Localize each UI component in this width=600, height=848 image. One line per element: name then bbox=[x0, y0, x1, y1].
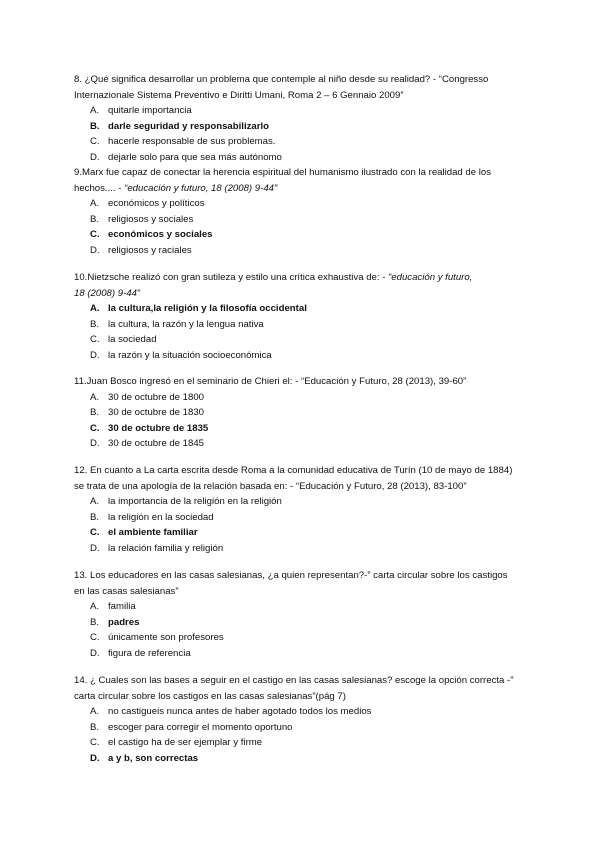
options-list bbox=[74, 196, 534, 258]
options-list bbox=[74, 494, 534, 556]
option-c bbox=[74, 735, 534, 751]
option-letter: D. bbox=[90, 151, 100, 163]
option-a bbox=[74, 599, 534, 615]
question-stem bbox=[74, 374, 534, 390]
option-b bbox=[74, 720, 534, 736]
stem-citation: “educación y futuro, bbox=[388, 272, 473, 283]
stem-line: 9.Marx fue capaz de conectar la herencia espiritual del humanismo ilustrado con la realidad de los bbox=[74, 167, 492, 178]
option-c bbox=[74, 332, 534, 348]
stem-line: 11.Juan Bosco ingresó en el seminario de Chieri el: - “Educación y Futuro, 28 (2013), 39-60” bbox=[74, 376, 467, 387]
option-d bbox=[74, 646, 534, 662]
option-a bbox=[74, 390, 534, 406]
option-b bbox=[74, 510, 534, 526]
stem-line: carta circular sobre los castigos en las casas salesianas”(pág 7) bbox=[74, 690, 346, 702]
option-letter: A. bbox=[90, 706, 100, 718]
option-text: la cultura,la religión y la filosofía occidental bbox=[108, 303, 307, 315]
option-d bbox=[74, 751, 534, 767]
question-11 bbox=[74, 374, 534, 452]
option-text: a y b, son correctas bbox=[108, 752, 199, 764]
option-text: la religión en la sociedad bbox=[108, 511, 214, 523]
option-letter: C. bbox=[90, 737, 100, 749]
stem-citation: “educación y futuro, 18 (2008) 9-44” bbox=[124, 182, 278, 194]
option-b bbox=[74, 212, 534, 228]
option-letter: A. bbox=[90, 391, 100, 403]
option-d bbox=[74, 243, 534, 259]
option-b bbox=[74, 405, 534, 421]
stem-citation: 18 (2008) 9-44” bbox=[74, 287, 141, 299]
options-list bbox=[74, 301, 534, 363]
stem-line: 8. ¿Qué significa desarrollar un problema que contemple al niño desde su realidad? - “Congresso bbox=[74, 74, 489, 85]
option-letter: B. bbox=[90, 213, 100, 225]
option-text: 30 de octubre de 1800 bbox=[108, 391, 205, 403]
stem-line: 13. Los educadores en las casas salesianas, ¿a quien representan?-” carta circular sobre los castigos bbox=[74, 570, 508, 581]
option-text: no castigueis nunca antes de haber agotado todos los medios bbox=[108, 706, 372, 718]
question-9 bbox=[74, 165, 534, 259]
question-8 bbox=[74, 72, 534, 166]
option-a bbox=[74, 103, 534, 119]
option-text: familia bbox=[108, 601, 136, 613]
option-text: el castigo ha de ser ejemplar y firme bbox=[108, 737, 263, 749]
option-letter: B. bbox=[90, 318, 100, 330]
option-text: padres bbox=[108, 616, 140, 628]
option-c bbox=[74, 227, 534, 243]
option-letter: A. bbox=[90, 496, 100, 508]
stem-line: 10.Nietzsche realizó con gran sutileza y estilo una crítica exhaustiva de: - bbox=[74, 272, 389, 283]
option-letter: C. bbox=[90, 136, 100, 148]
option-text: la importancia de la religión en la religión bbox=[108, 496, 282, 508]
stem-line: Internazionale Sistema Preventivo e Diritti Umani, Roma 2 – 6 Gennaio 2009” bbox=[74, 89, 404, 101]
option-letter: D. bbox=[90, 244, 100, 256]
option-b bbox=[74, 119, 534, 135]
option-d bbox=[74, 436, 534, 452]
option-d bbox=[74, 150, 534, 166]
option-letter: C. bbox=[90, 229, 100, 241]
question-14 bbox=[74, 673, 534, 767]
options-list bbox=[74, 704, 534, 766]
options-list bbox=[74, 599, 534, 661]
stem-line: 12. En cuanto a La carta escrita desde Roma a la comunidad educativa de Turín (10 de mayo de 1884) bbox=[74, 465, 513, 476]
option-letter: A. bbox=[90, 198, 100, 210]
option-text: 30 de octubre de 1830 bbox=[108, 407, 205, 419]
option-letter: D. bbox=[90, 438, 100, 450]
option-d bbox=[74, 541, 534, 557]
question-stem bbox=[74, 463, 534, 494]
option-c bbox=[74, 421, 534, 437]
option-a bbox=[74, 704, 534, 720]
option-letter: A. bbox=[90, 303, 100, 315]
question-stem bbox=[74, 165, 534, 196]
options-list bbox=[74, 390, 534, 452]
option-b bbox=[74, 317, 534, 333]
option-letter: B. bbox=[90, 120, 100, 132]
option-b bbox=[74, 615, 534, 631]
option-text: la razón y la situación socioeconómica bbox=[108, 349, 272, 361]
option-letter: B. bbox=[90, 721, 100, 733]
option-letter: B. bbox=[90, 407, 100, 419]
stem-line: 14. ¿ Cuales son las bases a seguir en el castigo en las casas salesianas? escoge la opción correcta -” bbox=[74, 675, 514, 686]
option-text: únicamente son profesores bbox=[108, 632, 224, 644]
question-stem bbox=[74, 568, 534, 599]
option-letter: C. bbox=[90, 527, 100, 539]
option-text: darle seguridad y responsabilizarlo bbox=[108, 120, 270, 132]
option-text: religiosos y sociales bbox=[108, 213, 194, 225]
option-letter: B. bbox=[90, 616, 100, 628]
option-text: hacerle responsable de sus problemas. bbox=[108, 136, 276, 148]
option-letter: C. bbox=[90, 334, 100, 346]
option-c bbox=[74, 630, 534, 646]
option-c bbox=[74, 525, 534, 541]
question-stem bbox=[74, 270, 534, 301]
option-letter: C. bbox=[90, 422, 100, 434]
option-text: el ambiente familiar bbox=[108, 527, 198, 539]
option-a bbox=[74, 301, 534, 317]
option-text: escoger para corregir el momento oportuno bbox=[108, 721, 293, 733]
option-letter: D. bbox=[90, 542, 100, 554]
options-list bbox=[74, 103, 534, 165]
option-text: la sociedad bbox=[108, 334, 157, 346]
option-text: la relación familia y religión bbox=[108, 542, 224, 554]
stem-line: hechos.... - bbox=[74, 182, 125, 194]
question-10 bbox=[74, 270, 534, 364]
question-stem bbox=[74, 72, 534, 103]
option-c bbox=[74, 134, 534, 150]
option-letter: B. bbox=[90, 511, 100, 523]
option-d bbox=[74, 348, 534, 364]
option-a bbox=[74, 196, 534, 212]
question-stem bbox=[74, 673, 534, 704]
option-text: 30 de octubre de 1845 bbox=[108, 438, 205, 450]
option-letter: C. bbox=[90, 632, 100, 644]
option-letter: A. bbox=[90, 105, 100, 117]
option-letter: D. bbox=[90, 349, 100, 361]
option-text: 30 de octubre de 1835 bbox=[108, 422, 209, 434]
option-letter: D. bbox=[90, 752, 100, 764]
option-text: religiosos y raciales bbox=[108, 244, 192, 256]
option-text: económicos y sociales bbox=[108, 229, 213, 241]
question-13 bbox=[74, 568, 534, 662]
stem-line: se trata de una apología de la relación basada en: - “Educación y Futuro, 28 (2013), 83-100” bbox=[74, 480, 467, 492]
option-text: económicos y políticos bbox=[108, 198, 205, 210]
option-text: la cultura, la razón y la lengua nativa bbox=[108, 318, 264, 330]
question-12 bbox=[74, 463, 534, 557]
option-text: quitarle importancia bbox=[108, 105, 192, 117]
stem-line: en las casas salesianas” bbox=[74, 585, 179, 597]
option-a bbox=[74, 494, 534, 510]
option-letter: D. bbox=[90, 647, 100, 659]
option-text: dejarle solo para que sea más autónomo bbox=[108, 151, 282, 163]
option-letter: A. bbox=[90, 601, 100, 613]
option-text: figura de referencia bbox=[108, 647, 191, 659]
